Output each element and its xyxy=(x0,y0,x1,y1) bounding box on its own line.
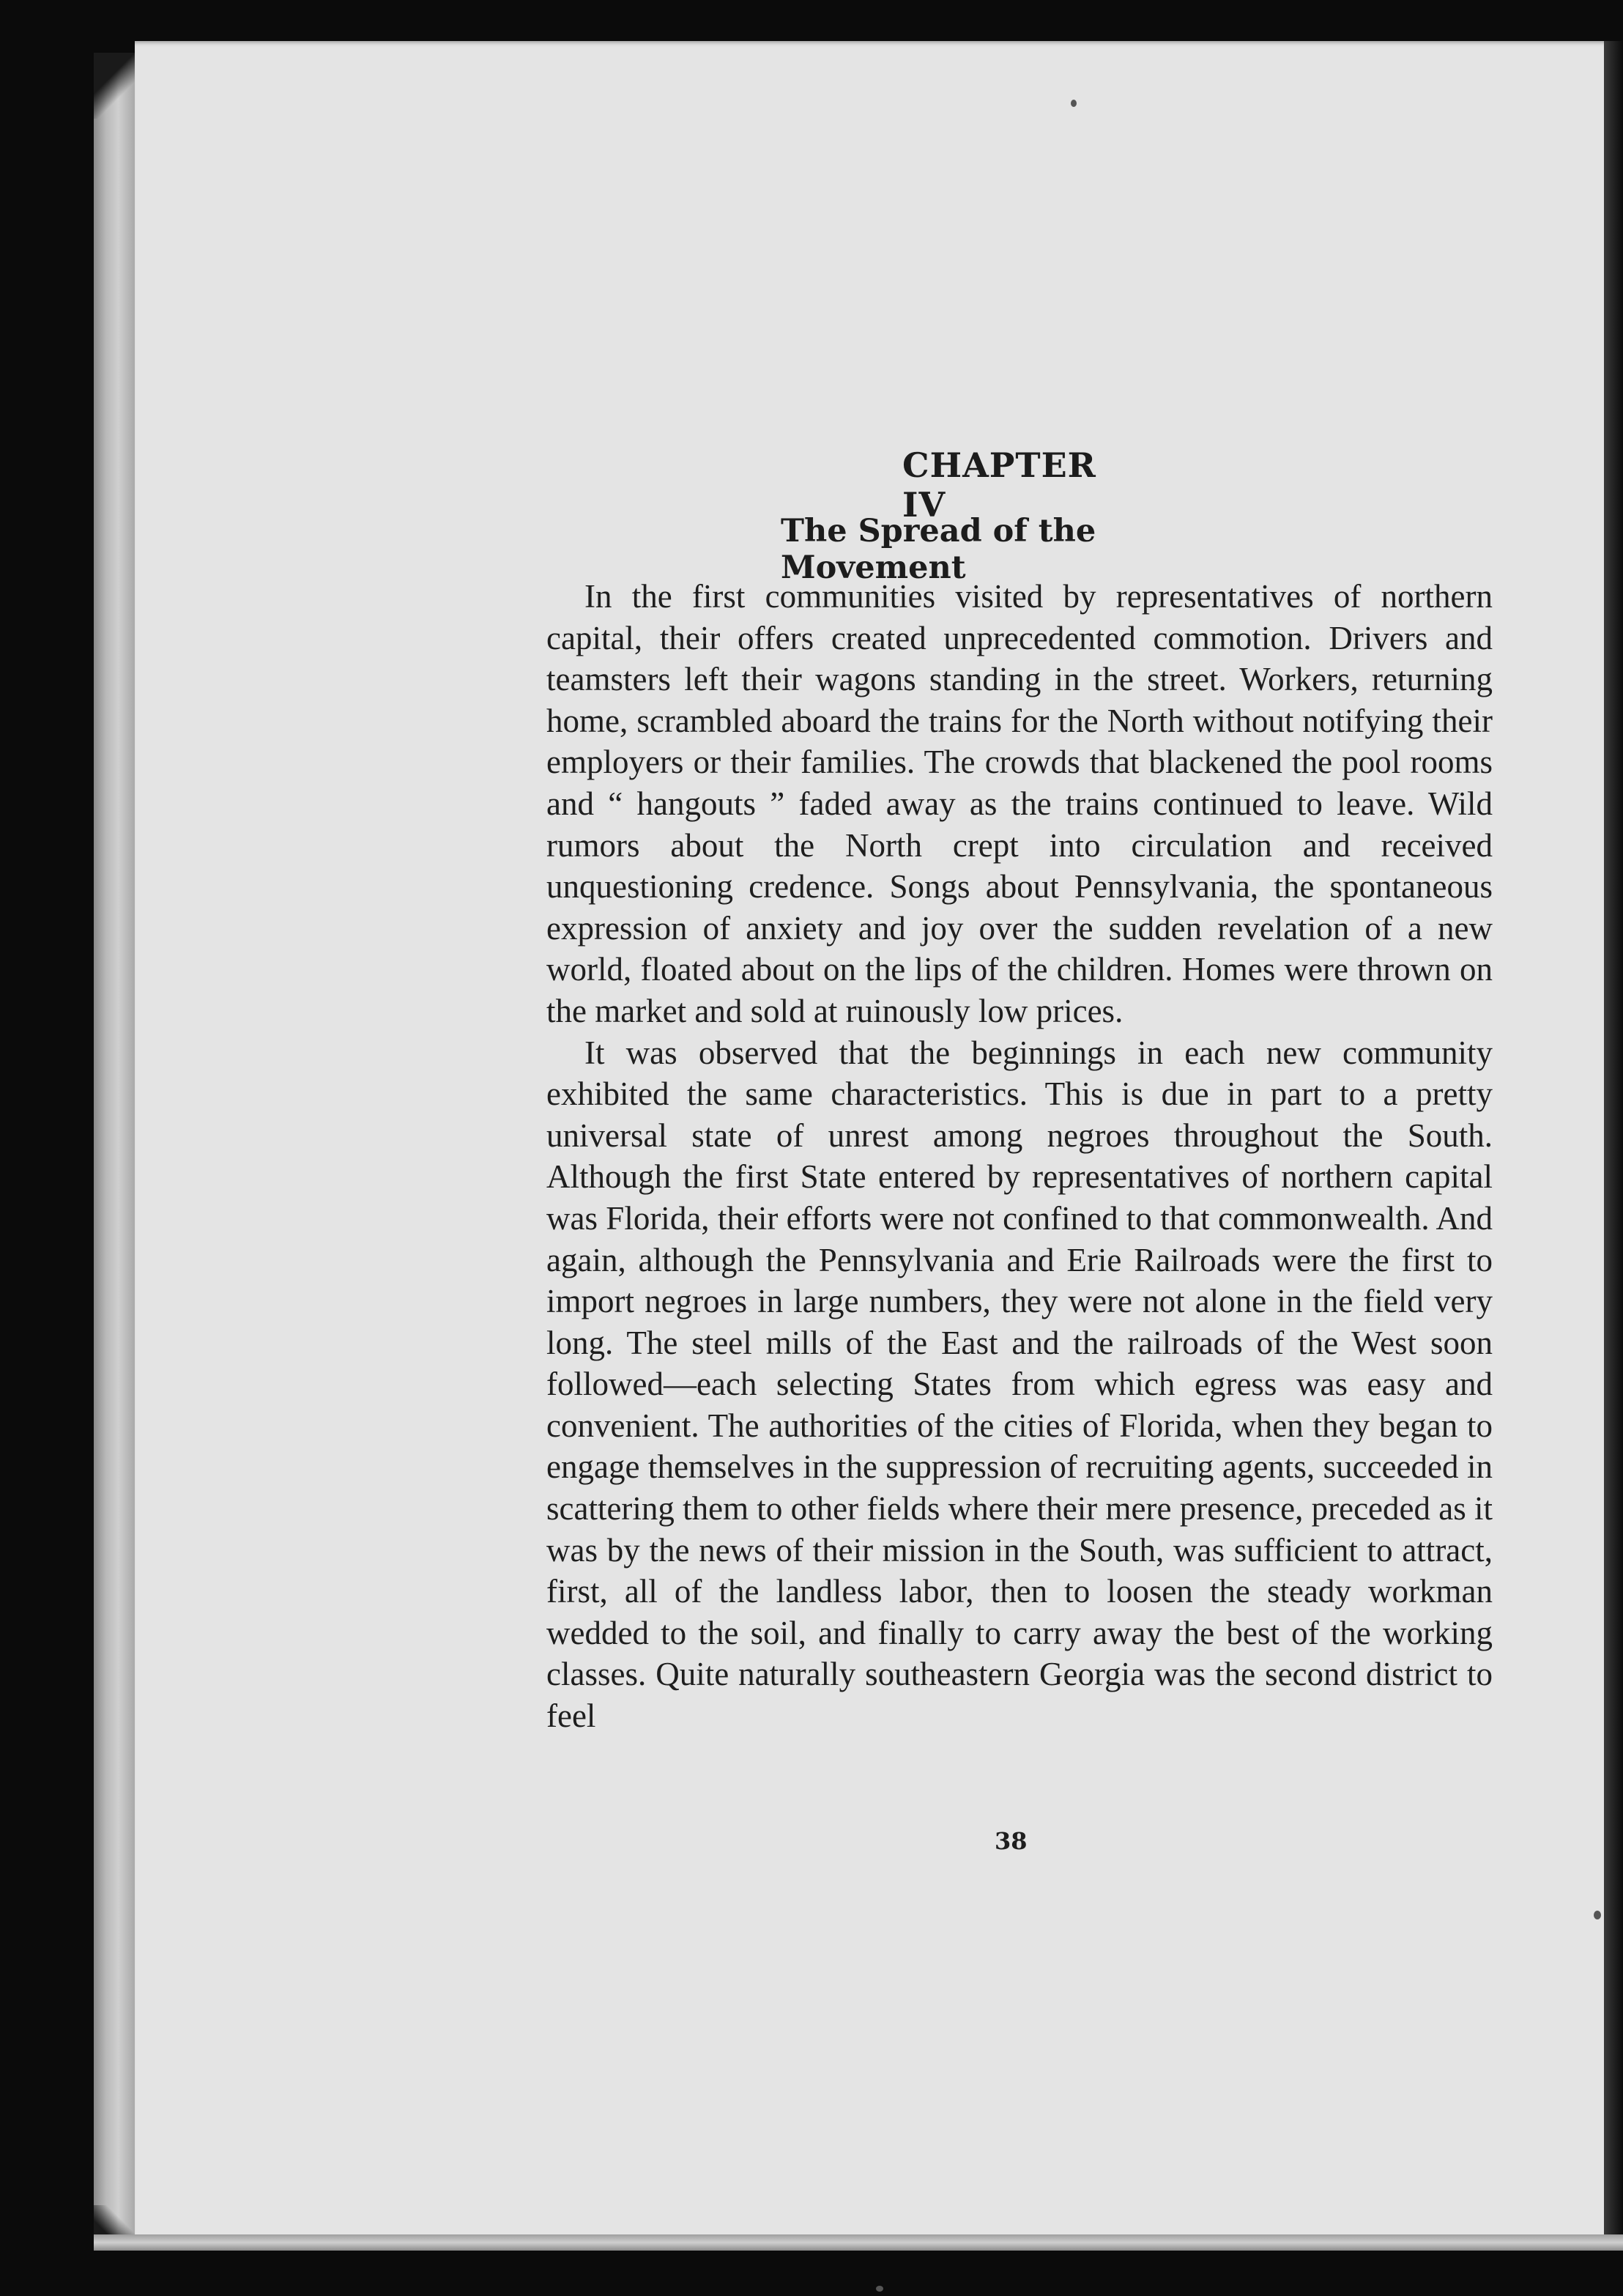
chapter-body xyxy=(546,576,1493,1737)
paragraph: In the first communities visited by representatives of northern capital, their offers created unprecedented commotion. Drivers and teamsters left their wagons standing in the street. Workers, returning home, scrambled aboard the trains for the North without notifying their employers or their families. The crowds that blackened the pool rooms and “ hangouts ” faded away as the trains continued to leave. Wild rumors about the North crept into circulation and received unquestioning credence. Songs about Pennsylvania, the spontaneous expression of anxiety and joy over the sudden revelation of a new world, floated about on the lips of the children. Homes were thrown on the market and sold at ruinously low prices. xyxy=(546,578,1493,1029)
speck xyxy=(1071,100,1077,107)
book-bottom-edge xyxy=(94,2234,1623,2251)
page-number: 38 xyxy=(995,1827,1028,1855)
chapter-number: CHAPTER IV xyxy=(902,445,1096,525)
paragraph: It was observed that the beginnings in each new community exhibited the same characteristics. This is due in part to a pretty universal state of unrest among negroes throughout the South. Although the first State entered by representatives of northern capital was Florida, their efforts were not confined to that commonwealth. And again, although the Pennsylvania and Erie Railroads were the first to import negroes in large numbers, they were not alone in the field very long. The steel mills of the East and the railroads of the West soon followed—each selecting States from which egress was easy and convenient. The authorities of the cities of Florida, when they began to engage themselves in the suppression of recruiting agents, succeeded in scattering them to other fields where their mere presence, preceded as it was by the news of their mission in the South, was sufficient to attract, first, all of the landless labor, then to loosen the steady workman wedded to the soil, and finally to carry away the best of the working classes. Quite naturally southeastern Georgia was the second district to feel xyxy=(546,1034,1493,1735)
speck xyxy=(876,2286,883,2292)
page-right-edge xyxy=(1604,41,1623,2251)
chapter-title: The Spread of the Movement xyxy=(781,513,1096,586)
speck xyxy=(1594,1911,1601,1919)
book-spine xyxy=(94,53,135,2249)
